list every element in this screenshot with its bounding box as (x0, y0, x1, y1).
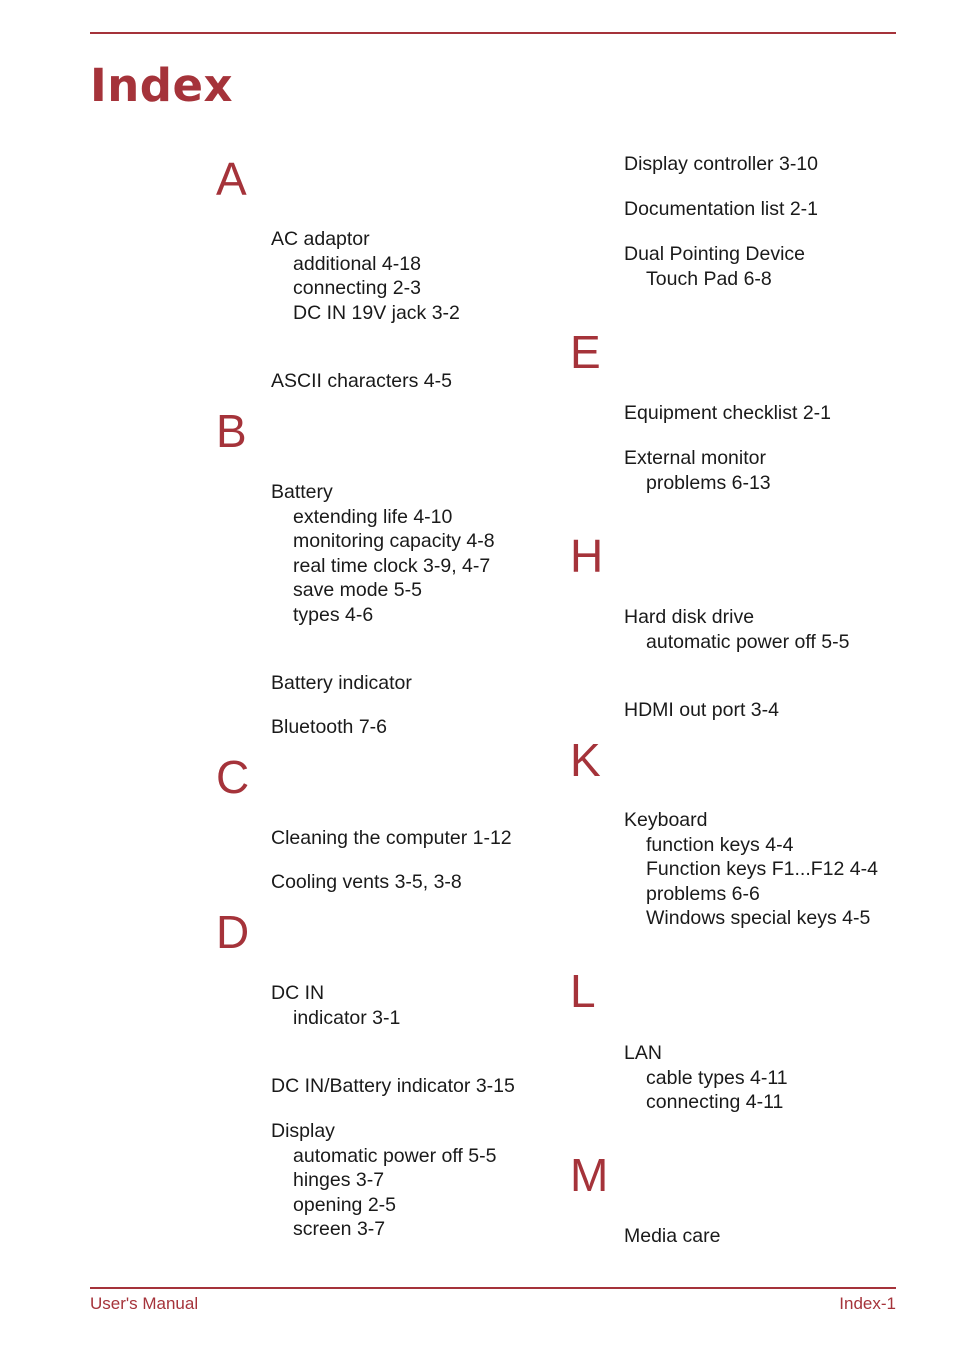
index-entry-hdmi (624, 698, 779, 723)
entry-main: Equipment checklist 2-1 (624, 402, 832, 424)
entry-main: HDMI out port 3-4 (624, 699, 779, 721)
index-entry-battery-indicator (271, 671, 412, 696)
entry-sub: function keys 4-4 (646, 833, 794, 856)
entry-sub: hinges 3-7 (293, 1169, 385, 1191)
bottom-rule (90, 1287, 896, 1289)
index-entry-keyboard (624, 808, 878, 931)
section-letter-b: B (216, 405, 247, 457)
page-title: Index (90, 59, 234, 112)
entry-main: Cleaning the computer 1-12 (271, 827, 512, 849)
index-entry-external-monitor (624, 446, 771, 495)
entry-sub: connecting 2-3 (293, 277, 421, 299)
entry-main: DC IN (271, 982, 325, 1004)
entry-main: LAN (624, 1042, 662, 1064)
index-entry-bluetooth (271, 715, 387, 740)
index-entry-ac-adaptor (271, 227, 460, 325)
section-letter-k: K (570, 734, 601, 786)
entry-main: Display controller 3-10 (624, 153, 819, 175)
entry-sub: Windows special keys 4-5 (646, 907, 871, 929)
section-letter-c: C (216, 751, 250, 803)
entry-sub: automatic power off 5-5 (646, 630, 850, 653)
entry-sub: real time clock 3-9, 4-7 (293, 554, 491, 577)
entry-sub: cable types 4-11 (646, 1066, 788, 1089)
index-entry-media-care (624, 1224, 720, 1249)
index-entry-battery (271, 480, 495, 627)
entry-sub: connecting 4-11 (646, 1091, 784, 1113)
section-letter-l: L (570, 965, 596, 1017)
footer-manual-label: User's Manual (90, 1294, 199, 1313)
index-entry-cleaning (271, 826, 512, 851)
index-entry-ascii (271, 369, 452, 394)
entry-main: Hard disk drive (624, 606, 755, 628)
entry-main: External monitor (624, 447, 766, 469)
index-entry-display-controller (624, 152, 818, 177)
entry-main: Media care (624, 1225, 721, 1247)
entry-sub: Touch Pad 6-8 (646, 267, 772, 290)
index-entry-documentation (624, 197, 818, 222)
entry-main: Display (271, 1120, 335, 1142)
entry-main: DC IN/Battery indicator 3-15 (271, 1075, 515, 1097)
entry-sub: screen 3-7 (293, 1218, 386, 1240)
entry-sub: extending life 4-10 (293, 505, 453, 528)
index-entry-dc-in (271, 981, 400, 1030)
section-letter-h: H (570, 530, 604, 582)
section-letter-a: A (216, 153, 247, 205)
entry-main: AC adaptor (271, 228, 370, 250)
index-entry-lan (624, 1041, 788, 1115)
entry-main: ASCII characters 4-5 (271, 370, 452, 392)
index-entry-display (271, 1119, 496, 1242)
entry-sub: opening 2-5 (293, 1193, 397, 1216)
index-entry-cooling-vents (271, 870, 462, 895)
entry-sub: types 4-6 (293, 603, 374, 626)
entry-sub: problems 6-13 (646, 471, 771, 494)
entry-main: Dual Pointing Device (624, 243, 806, 265)
entry-sub: problems 6-6 (646, 882, 760, 905)
entry-sub: Function keys F1...F12 4-4 (646, 858, 878, 880)
index-entry-hard-disk (624, 605, 849, 654)
entry-sub: indicator 3-1 (293, 1006, 401, 1029)
index-entry-equipment (624, 401, 831, 426)
entry-main: Keyboard (624, 809, 708, 831)
entry-sub: DC IN 19V jack 3-2 (293, 301, 460, 324)
entry-sub: additional 4-18 (293, 252, 421, 275)
entry-main: Cooling vents 3-5, 3-8 (271, 871, 462, 893)
entry-main: Battery (271, 481, 333, 503)
section-letter-e: E (570, 326, 601, 378)
entry-main: Documentation list 2-1 (624, 198, 819, 220)
index-entry-dual-pointing (624, 242, 805, 291)
section-letter-m: M (570, 1149, 609, 1201)
top-rule (90, 32, 896, 34)
section-letter-d: D (216, 906, 250, 958)
entry-sub: monitoring capacity 4-8 (293, 530, 495, 552)
footer-page-number: Index-1 (839, 1294, 896, 1313)
index-entry-dc-in-battery (271, 1074, 515, 1099)
entry-sub: save mode 5-5 (293, 579, 422, 601)
entry-sub: automatic power off 5-5 (293, 1144, 497, 1167)
entry-main: Battery indicator (271, 672, 412, 694)
entry-main: Bluetooth 7-6 (271, 716, 388, 738)
